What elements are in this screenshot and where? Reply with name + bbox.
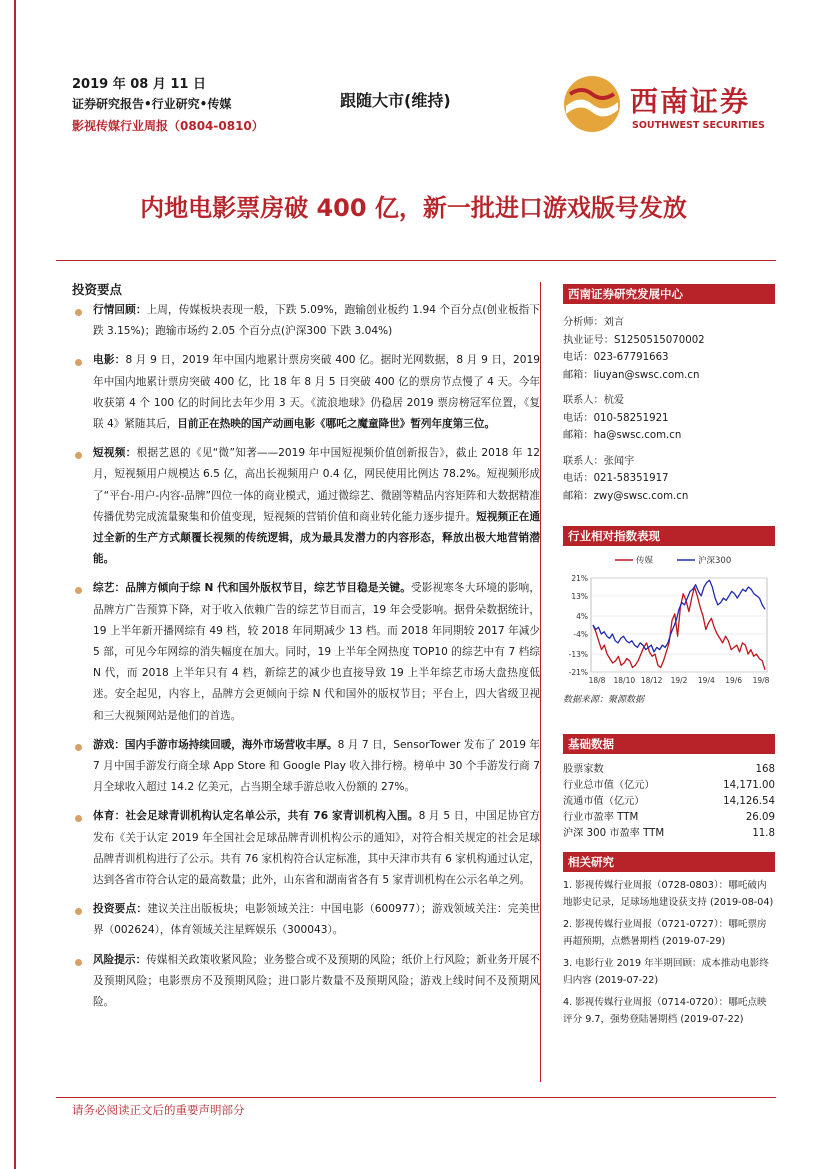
report-name: 影视传媒行业周报（0804-0810） xyxy=(72,119,264,133)
bullet-icon xyxy=(75,587,82,594)
item-text: 8 月 9 日，2019 年中国内地累计票房突破 400 亿。据时光网数据，8 月 9 日，2019 年中国内地累计票房突破 400 亿，比 18 年 8 月 5 日突破 400 亿的票房节点慢了 4 天。今年收获第 4 个 100 亿的时间比去年少用 3 天。《流浪地球》仍稳居 2019 票房榜冠军位置，《复联 4》紧随其后， xyxy=(93,354,541,431)
item-label: 行情回顾： xyxy=(93,304,147,316)
research-title: 4. 影视传媒行业周报（0714-0720）：哪吒点映评分 9.7，强势登陆暑期档 xyxy=(563,997,767,1025)
row-label: 股票家数 xyxy=(563,764,604,775)
basic-data-row xyxy=(563,826,775,842)
item-text: 根据艺恩的《见“微”知著——2019 年中国短视频价值创新报告》，截止 2018 年 12 月，短视频用户规模达 6.5 亿，高出长视频用户 0.4 亿，网民使用比例达 78.2%。短视频形成了“平台-用户-内容-品牌”四位一体的商业模式，通过微综艺、微剧等精品内容矩阵和大数据精准传播优势完成流量聚集和价值变现，短视频的营销价值和商业转化能力逐步提升。 xyxy=(93,447,541,523)
contact-name: 杭爱 xyxy=(603,395,625,406)
item-label: 综艺：品牌方倾向于综 N 代和国外版权节目，综艺节目稳是关键。 xyxy=(93,582,411,595)
x-tick-label: 19/4 xyxy=(697,676,715,685)
contact-email[interactable]: ha@swsc.com.cn xyxy=(593,430,682,441)
item-label: 游戏：国内手游市场持续回暖，海外市场营收丰厚。 xyxy=(93,738,338,751)
analyst-block xyxy=(563,314,775,384)
basic-data xyxy=(563,734,775,842)
contact-role: 联系人： xyxy=(563,455,604,467)
item-label: 风险提示： xyxy=(93,953,147,966)
summary-item-film xyxy=(72,350,540,435)
related-research-heading: 相关研究 xyxy=(563,852,775,872)
summary-item-variety xyxy=(72,578,540,726)
report-date: 2019 年 08 月 11 日 xyxy=(72,77,206,92)
analyst-phone: 023-67791663 xyxy=(593,352,669,363)
analyst-license: S1250515070002 xyxy=(613,334,705,346)
phone-label: 电话： xyxy=(563,412,594,424)
rating-label: 跟随大市(维持) xyxy=(340,91,451,110)
item-text: 传媒相关政策收紧风险；业务整合或不及预期的风险；纸价上行风险；新业务开展不及预期风险；电影票房不及预期风险；进口影片数量不及预期风险；游戏上线时间不及预期风险。 xyxy=(93,953,541,1009)
basic-data-row xyxy=(563,794,775,810)
analyst-name: 刘言 xyxy=(603,317,625,328)
report-category: 证券研究报告•行业研究•传媒 xyxy=(72,97,232,111)
basic-data-table xyxy=(563,762,775,842)
row-label: 行业市盈率 TTM xyxy=(563,812,639,823)
contact-role: 联系人： xyxy=(563,395,604,406)
research-link[interactable] xyxy=(563,878,775,911)
phone-label: 电话： xyxy=(563,473,594,484)
item-text: 受影视寒冬大环境的影响，品牌方广告预算下降，对于收入依赖广告的综艺节目而言，19 年会受影响。据骨朵数据统计，19 上半年新开播网综有 49 档，较 2018 年同期减少 13 档。而 2018 年同期较 2017 年减少 5 部，可见今年网综的消失幅度在加大。同时，19 上半年全网热度 TOP10 的综艺中有 7 档综 N 代，而 2018 上半年只有 4 档，新综艺的减少也直接导致 19 上半年综艺市场大盘热度低迷。安全起见，内容上，品牌方会更倾向于综 N 代和国外的版权节目；平台上，四大省级卫视和三大视频网站是他们的首选。 xyxy=(93,582,541,722)
row-value: 11.8 xyxy=(752,828,775,839)
research-date: (2019-08-04) xyxy=(709,896,774,908)
legend-label: 沪深300 xyxy=(698,556,732,566)
summary-item-investment xyxy=(72,899,540,941)
contact-name: 张闻宇 xyxy=(603,455,635,467)
research-center-heading: 西南证券研究发展中心 xyxy=(563,284,775,304)
summary-heading: 投资要点 xyxy=(72,282,123,297)
item-highlight: 目前正在热映的国产动画电影《哪吒之魔童降世》暂列年度第三位。 xyxy=(177,418,496,431)
research-link[interactable] xyxy=(563,956,775,989)
email-label: 邮箱： xyxy=(563,430,594,441)
item-label: 短视频： xyxy=(93,447,137,460)
y-tick-label: -13% xyxy=(568,650,588,660)
left-margin-rule xyxy=(14,0,16,1169)
logo-emblem-icon xyxy=(560,72,624,136)
column-divider xyxy=(540,282,541,1082)
x-tick-label: 18/8 xyxy=(588,676,606,685)
row-label: 行业总市值（亿元） xyxy=(563,780,655,791)
basic-data-row xyxy=(563,810,775,826)
basic-data-row xyxy=(563,778,775,794)
bullet-icon xyxy=(75,815,82,822)
row-label: 沪深 300 市盈率 TTM xyxy=(563,828,665,839)
related-research xyxy=(563,852,775,1034)
x-tick-label: 18/10 xyxy=(613,676,636,685)
x-tick-label: 19/2 xyxy=(670,676,688,685)
bullet-icon xyxy=(75,959,82,966)
item-text: 建议关注出版板块；电影领域关注：中国电影（600977）；游戏领域关注：完美世界（002624），体育领域关注星辉娱乐（300043）。 xyxy=(93,903,541,937)
x-tick-label: 19/8 xyxy=(752,676,770,685)
footer-disclaimer[interactable]: 请务必阅读正文后的重要声明部分 xyxy=(72,1103,245,1117)
y-tick-label: -21% xyxy=(568,668,588,677)
summary-body xyxy=(72,300,540,1021)
analyst-role: 分析师： xyxy=(563,317,604,328)
index-heading: 行业相对指数表现 xyxy=(563,526,775,546)
legend-label: 传媒 xyxy=(636,556,654,566)
basic-data-row xyxy=(563,762,775,778)
research-link[interactable] xyxy=(563,917,775,950)
summary-item-short-video xyxy=(72,443,540,570)
contact-phone: 021-58351917 xyxy=(593,473,669,484)
bullet-icon xyxy=(75,744,82,751)
contact-block-2 xyxy=(563,453,775,506)
chart-source: 数据来源：聚源数据 xyxy=(563,695,645,705)
email-label: 邮箱： xyxy=(563,369,594,381)
logo-name-en: SOUTHWEST SECURITIES xyxy=(632,120,765,131)
summary-item-games xyxy=(72,735,540,799)
index-performance xyxy=(563,526,775,705)
y-tick-label: 13% xyxy=(571,591,588,601)
bullet-icon xyxy=(75,908,82,915)
x-tick-label: 19/6 xyxy=(725,676,743,685)
summary-item-market xyxy=(72,300,540,342)
footer-divider xyxy=(56,1097,776,1098)
item-label: 体育：社会足球青训机构认定名单公示，共有 76 家青训机构入围。 xyxy=(93,810,419,823)
research-date: (2019-07-29) xyxy=(662,935,726,947)
email-label: 邮箱： xyxy=(563,490,594,502)
research-title: 1. 影视传媒行业周报（0728-0803）：哪吒破内地影史记录，足球场地建设获支持 xyxy=(563,880,767,908)
research-center xyxy=(563,284,775,505)
contact-email[interactable]: zwy@swsc.com.cn xyxy=(593,490,689,502)
company-logo xyxy=(560,72,780,136)
y-tick-label: -4% xyxy=(573,629,588,639)
bullet-icon xyxy=(75,452,82,459)
report-title: 内地电影票房破 400 亿，新一批进口游戏版号发放 xyxy=(140,194,687,222)
basic-data-heading: 基础数据 xyxy=(563,734,775,754)
related-research-list xyxy=(563,878,775,1028)
x-tick-label: 18/12 xyxy=(640,676,663,685)
summary-item-risk xyxy=(72,950,540,1014)
y-tick-label: 4% xyxy=(576,612,588,622)
analyst-email[interactable]: liuyan@swsc.com.cn xyxy=(593,369,700,381)
row-value: 26.09 xyxy=(745,812,775,823)
row-label: 流通市值（亿元） xyxy=(563,796,645,807)
research-date: (2019-07-22) xyxy=(594,974,659,986)
research-date: (2019-07-22) xyxy=(680,1013,744,1025)
item-text: 8 月 7 日，SensorTower 发布了 2019 年 7 月中国手游发行商全球 App Store 和 Google Play 收入排行榜。榜单中 30 个手游发行商 7 月全球收入超过 14.2 亿美元，占当期全球手游总收入份额的 27%。 xyxy=(93,738,540,794)
item-label: 电影： xyxy=(93,354,126,367)
item-label: 投资要点： xyxy=(93,903,148,916)
contact-block-1 xyxy=(563,392,775,445)
logo-name-cn: 西南证券 xyxy=(630,85,751,118)
contact-phone: 010-58251921 xyxy=(593,412,669,424)
research-title: 2. 影视传媒行业周报（0721-0727）：哪吒票房再超预期，点燃暑期档 xyxy=(563,919,767,947)
phone-label: 电话： xyxy=(563,352,594,363)
item-text: 8 月 5 日，中国足协官方发布《关于认定 2019 年全国社会足球品牌青训机构公示的通知》，对符合相关规定的社会足球品牌青训机构进行了公示。共有 76 家机构符合认定标准，其中天津市共有 6 家机构通过认定，达到各省市符合认定的最高数量；此外，山东省和湖南省各有 5 家青训机构在公示名单之列。 xyxy=(93,810,540,887)
index-chart xyxy=(563,548,775,690)
chart-x-ticks xyxy=(589,676,770,685)
summary-item-sports xyxy=(72,806,540,891)
row-value: 14,126.54 xyxy=(723,796,775,807)
item-highlight: 短视频正在通过全新的生产方式颠覆长视频的传统逻辑，成为最具发潜力的内容形态，释放出极大地营销潜能。 xyxy=(93,510,541,566)
chart-series xyxy=(593,580,765,670)
research-title: 3. 电影行业 2019 年半期回顾：成本推动电影终归内容 xyxy=(563,958,769,986)
chart-legend xyxy=(615,555,731,566)
chart-y-ticks xyxy=(569,574,588,677)
license-label: 执业证号： xyxy=(563,334,614,346)
row-value: 14,171.00 xyxy=(723,780,775,791)
row-value: 168 xyxy=(755,764,775,775)
y-tick-label: 21% xyxy=(571,574,588,583)
research-link[interactable] xyxy=(563,995,775,1028)
bullet-icon xyxy=(75,359,82,366)
series-line xyxy=(593,587,765,670)
bullet-icon xyxy=(75,309,82,316)
title-divider xyxy=(56,260,776,261)
item-text: 上周，传媒板块表现一般，下跌 5.09%，跑输创业板约 1.94 个百分点(创业板指下跌 3.15%)；跑输市场约 2.05 个百分点(沪深300 下跌 3.04%) xyxy=(93,304,540,338)
